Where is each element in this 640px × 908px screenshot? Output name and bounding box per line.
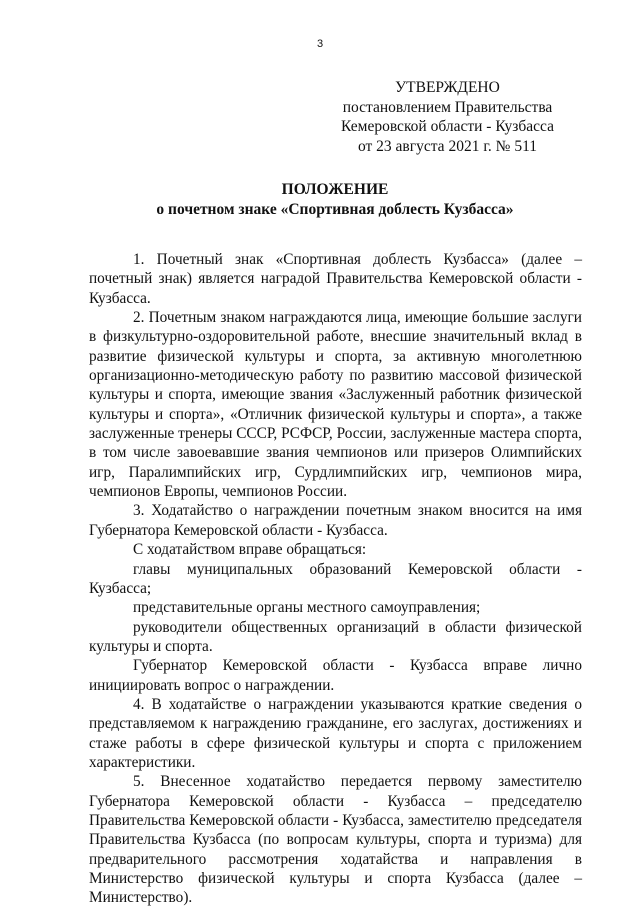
paragraph-3: 3. Ходатайство о награждении почетным знаком вносится на имя Губернатора Кемеровской области - Кузбасса.: [89, 502, 582, 539]
paragraph-petitioner-councils: представительные органы местного самоуправления;: [133, 599, 481, 617]
paragraph-petitioner-heads: главы муниципальных образований Кемеровской области - Кузбасса;: [89, 560, 582, 597]
document-title-block: [80, 180, 590, 220]
approval-line-region: Кемеровской области - Кузбасса: [341, 118, 554, 135]
paragraph-petitioner-organizations: руководители общественных организаций в области физической культуры и спорта.: [89, 618, 582, 655]
document-title: ПОЛОЖЕНИЕ: [281, 181, 389, 198]
paragraph-4: 4. В ходатайстве о награждении указываются краткие сведения о представляемом к награждению гражданине, его заслугах, достижениях и стаже работы в сфере физической культуры и спорта с приложением характеристики.: [89, 695, 582, 771]
paragraph-governor-initiative: Губернатор Кемеровской области - Кузбасса вправе лично инициировать вопрос о награждении.: [89, 657, 582, 694]
paragraph-1: 1. Почетный знак «Спортивная доблесть Кузбасса» (далее – почетный знак) является наградой Правительства Кемеровской области - Кузбасса.: [89, 251, 582, 307]
approval-stamp: [315, 78, 580, 156]
paragraph-5: 5. Внесенное ходатайство передается первому заместителю Губернатора Кемеровской области - Кузбасса – председателю Правительства Кемеровской области - Кузбасса, заместителю председателя Правительства Кузбасса (по вопросам культуры, спорта и туризма) для предварительного рассмотрения ходатайства и направления в Министерство физической культуры и спорта Кузбасса (далее – Министерство).: [89, 773, 582, 907]
approval-heading: УТВЕРЖДЕНО: [395, 79, 500, 96]
document-subtitle: о почетном знаке «Спортивная доблесть Кузбасса»: [156, 201, 514, 218]
document-body: [89, 250, 582, 908]
page-number: 3: [316, 38, 324, 50]
approval-line-date: от 23 августа 2021 г. № 511: [357, 137, 538, 155]
paragraph-2: 2. Почетным знаком награждаются лица, имеющие большие заслуги в физкультурно-оздоровительной работе, внесшие значительный вклад в развитие физической культуры и спорта, за активную многолетнюю организационно-методическую работу по развитию массовой физической культуры и спорта, имеющие звания «Заслуженный работник физической культуры и спорта», «Отличник физической культуры и спорта», а также заслуженные тренеры СССР, РСФСР, России, заслуженные мастера спорта, в том числе завоевавшие звания чемпионов или призеров Олимпийских игр, Паралимпийских игр, Сурдлимпийских игр, чемпионов мира, чемпионов Европы, чемпионов России.: [89, 309, 582, 501]
approval-line-resolution: постановлением Правительства: [342, 98, 553, 116]
paragraph-petitioners-intro: С ходатайством вправе обращаться:: [133, 541, 367, 559]
